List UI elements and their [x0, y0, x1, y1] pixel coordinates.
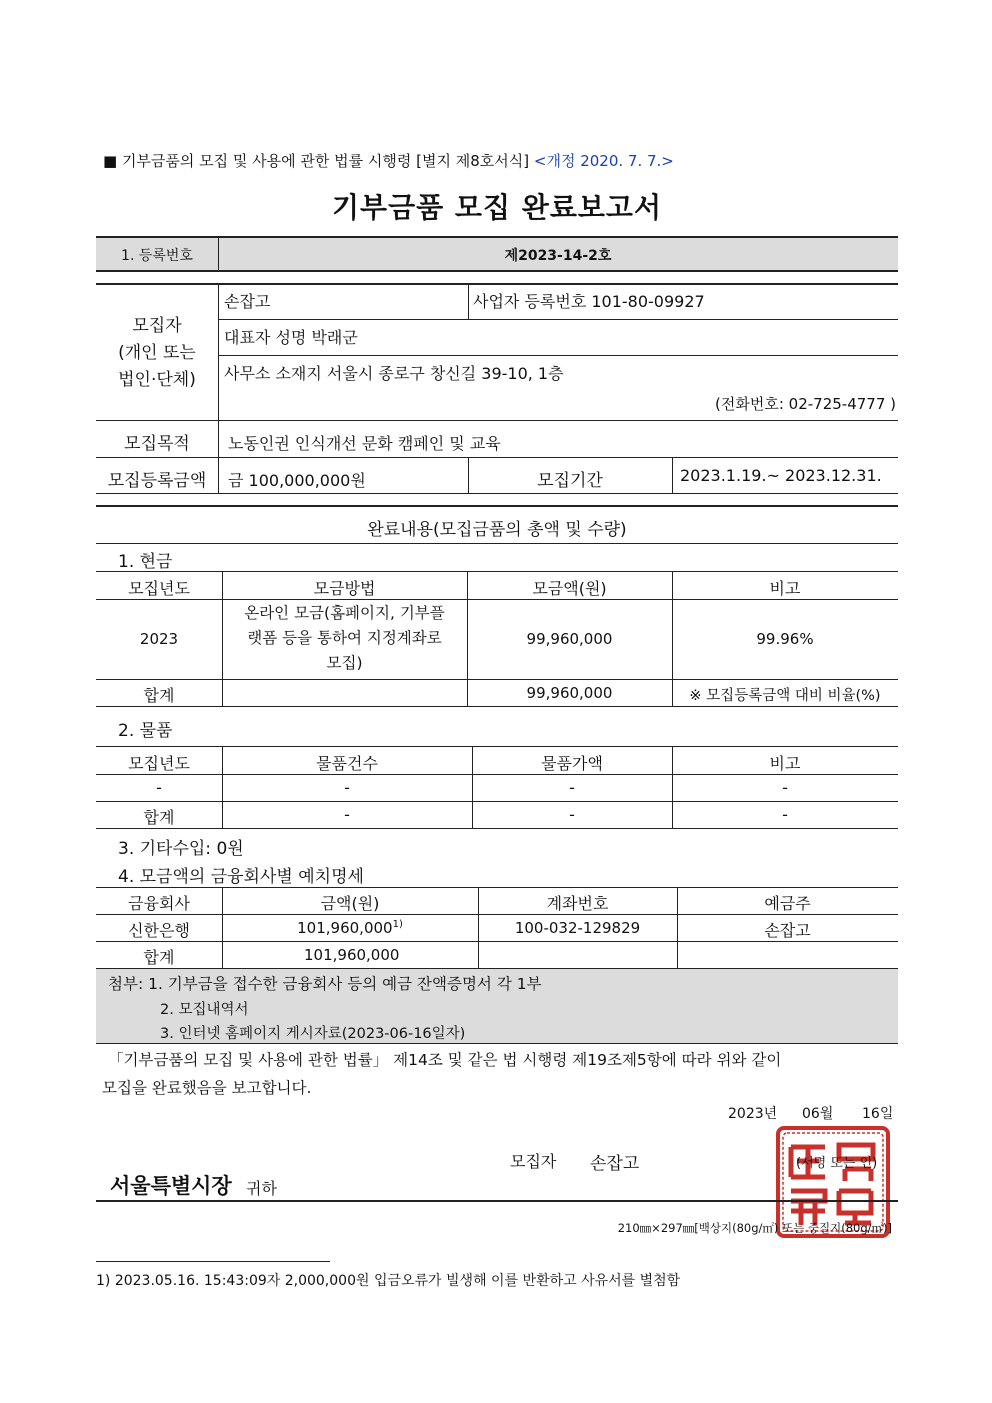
- cash-total-amount: 99,960,000: [526, 684, 613, 702]
- goods-header-value: 물품가액: [541, 754, 603, 773]
- deposit-amount-value: 101,960,000: [297, 919, 393, 937]
- signer-name: 손잡고: [590, 1154, 640, 1174]
- deposit-account-number: 100-032-129829: [514, 919, 641, 937]
- goods-value: -: [569, 778, 575, 797]
- deposits-header-amount: 금액(원): [320, 894, 380, 913]
- footnote: 1) 2023.05.16. 15:43:09자 2,000,000원 입금오류가 빌생해 이를 반환하고 사유서를 별첨함: [96, 1273, 681, 1289]
- registration-label: 1. 등록번호: [121, 248, 193, 264]
- footnote-marker: 1): [392, 919, 403, 930]
- cash-total-note: ※ 모집등록금액 대비 비율(%): [689, 688, 881, 704]
- goods-note: -: [782, 778, 788, 797]
- goods-header-count: 물품건수: [316, 754, 378, 773]
- cash-header-method: 모금방법: [313, 579, 376, 598]
- collector-label-line1: 모집자: [132, 316, 182, 336]
- declaration-line2: 모집을 완료했음을 보고합니다.: [102, 1079, 312, 1097]
- cash-header-amount: 모금액(원): [532, 579, 607, 598]
- goods-heading: 2. 물품: [118, 721, 173, 741]
- period-label: 모집기간: [537, 471, 603, 491]
- cash-heading: 1. 현금: [118, 552, 173, 572]
- collector-label-line2: (개인 또는: [118, 343, 196, 363]
- cash-method-line3: 모집): [326, 654, 363, 672]
- business-registration-number: 사업자 등록번호 101-80-09927: [473, 292, 705, 311]
- deposits-header-holder: 예금주: [764, 894, 811, 913]
- form-reference-text: ■ 기부금품의 모집 및 사용에 관한 법률 시행령 [별지 제8호서식]: [103, 152, 530, 170]
- registration-number: 제2023-14-2호: [504, 248, 612, 264]
- office-address: 사무소 소재지 서울시 종로구 창신길 39-10, 1층: [224, 364, 564, 383]
- goods-total-label: 합계: [143, 808, 175, 827]
- deposits-total-label: 합계: [143, 948, 175, 967]
- goods-count: -: [344, 778, 350, 797]
- recipient-name: 서울특별시장: [110, 1174, 232, 1198]
- deposits-total-amount: 101,960,000: [304, 946, 400, 964]
- cash-header-year: 모집년도: [128, 579, 190, 598]
- deposits-header-account: 계좌번호: [546, 894, 609, 913]
- cash-header-note: 비고: [769, 579, 801, 598]
- collector-name: 손잡고: [224, 292, 271, 311]
- form-reference: [103, 150, 674, 171]
- signature-note: (서명 또는 인): [796, 1156, 878, 1171]
- amount-label: 모집등록금액: [107, 471, 207, 491]
- deposit-bank: 신한은행: [128, 921, 190, 940]
- collector-label-line3: 법인·단체): [118, 370, 196, 390]
- date-month: 06월: [802, 1106, 834, 1122]
- cash-amount: 99,960,000: [526, 630, 613, 648]
- cash-year: 2023: [139, 630, 179, 648]
- paper-spec: 210㎜×297㎜[백상지(80g/㎡) 또는 중질지(80g/㎡)]: [617, 1221, 892, 1235]
- deposits-heading: 4. 모금액의 금융회사별 예치명세: [118, 867, 364, 887]
- amount-value: 금 100,000,000원: [228, 471, 366, 490]
- goods-header-note: 비고: [769, 754, 801, 773]
- deposits-header-bank: 금융회사: [128, 894, 190, 913]
- goods-total-note: -: [782, 805, 788, 824]
- cash-note: 99.96%: [756, 630, 814, 648]
- document-title: 기부금품 모집 완료보고서: [331, 191, 663, 224]
- deposit-amount: [222, 919, 478, 937]
- other-income: 3. 기타수입: 0원: [118, 839, 244, 859]
- deposit-holder: 손잡고: [764, 921, 811, 940]
- date-year: 2023년: [728, 1106, 778, 1122]
- goods-total-count: -: [344, 805, 350, 824]
- attachment-2: 2. 모집내역서: [160, 1002, 249, 1018]
- recipient-suffix: 귀하: [246, 1179, 277, 1198]
- declaration-line1: 「기부금품의 모집 및 사용에 관한 법률」 제14조 및 같은 법 시행령 제19조제5항에 따라 위와 같이: [108, 1051, 782, 1069]
- purpose-value: 노동인권 인식개선 문화 캠페인 및 교육: [228, 434, 501, 453]
- completion-title: 완료내용(모집금품의 총액 및 수량): [367, 520, 627, 540]
- date-day: 16일: [862, 1106, 894, 1122]
- purpose-label: 모집목적: [124, 434, 190, 454]
- cash-method-line2: 랫폼 등을 통하여 지정계좌로: [247, 629, 442, 647]
- cash-method-line1: 온라인 모금(홈페이지, 기부플: [244, 604, 445, 622]
- collector-label: [96, 313, 218, 394]
- period-value: 2023.1.19.~ 2023.12.31.: [680, 466, 882, 485]
- phone-number: (전화번호: 02-725-4777 ): [715, 395, 896, 413]
- representative-name: 대표자 성명 박래군: [224, 328, 358, 347]
- cash-total-label: 합계: [143, 686, 175, 705]
- goods-total-value: -: [569, 805, 575, 824]
- goods-year: -: [156, 778, 162, 797]
- cash-method: [222, 601, 467, 676]
- goods-header-year: 모집년도: [128, 754, 190, 773]
- attachment-1: 첨부: 1. 기부금을 접수한 금융회사 등의 예금 잔액증명서 각 1부: [108, 975, 542, 993]
- attachment-3: 3. 인터넷 홈페이지 게시자료(2023-06-16일자): [160, 1026, 466, 1042]
- revision-note: <개정 2020. 7. 7.>: [533, 152, 674, 170]
- signer-label: 모집자: [510, 1152, 557, 1171]
